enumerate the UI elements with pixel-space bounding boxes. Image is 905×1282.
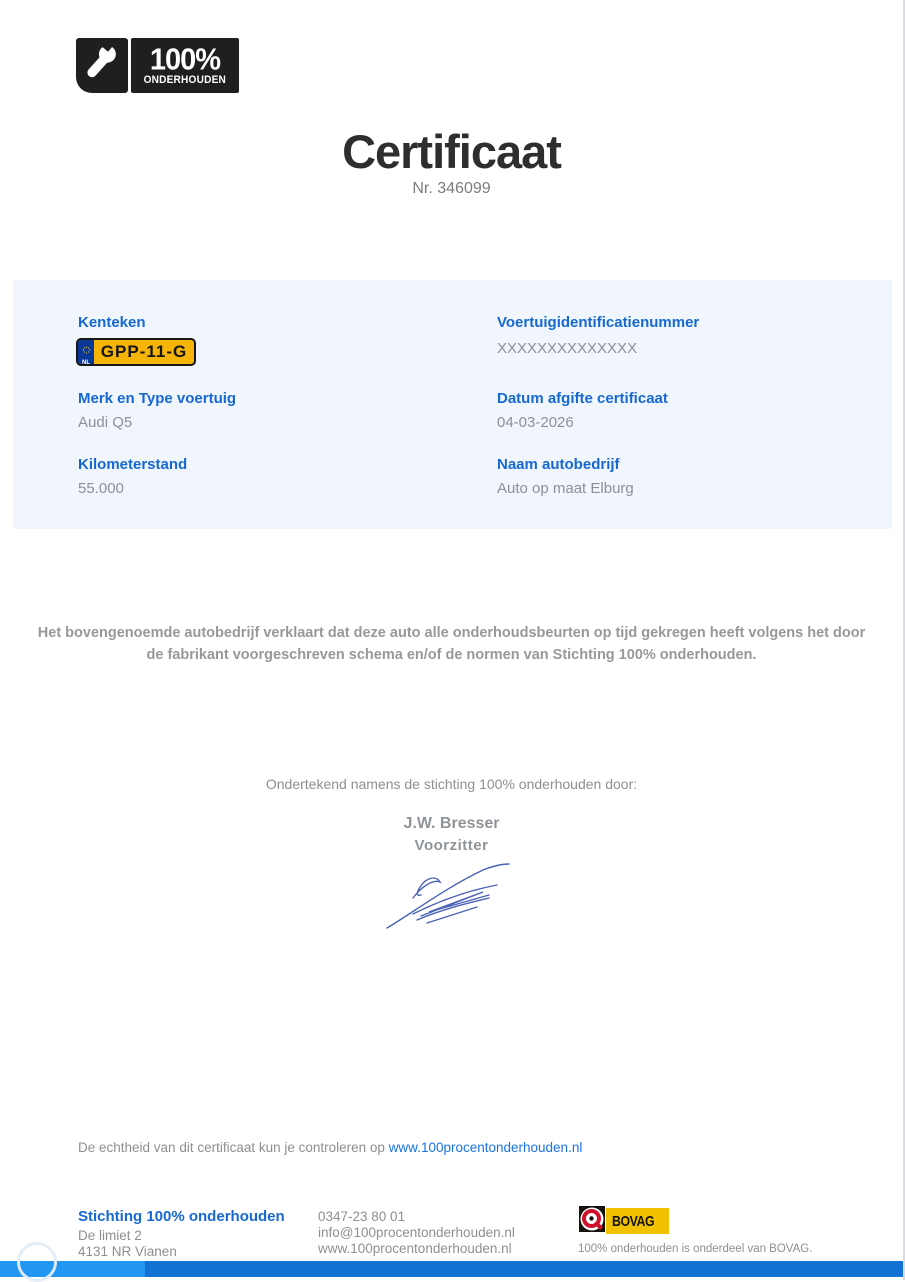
footer-org-name: Stichting 100% onderhouden [78, 1208, 285, 1225]
license-plate [76, 338, 196, 366]
bovag-note: 100% onderhouden is onderdeel van BOVAG. [578, 1243, 813, 1255]
bovag-wordmark: BOVAG [606, 1208, 669, 1234]
plate-country-code: NL [82, 360, 90, 366]
plate-number: GPP-11-G [100, 342, 188, 361]
declaration-text: Het bovengenoemde autobedrijf verklaart dat deze auto alle onderhoudsbeurten op tijd gekregen heeft volgens het door de fabrikant voorgeschreven schema en/of de normen van Stichting 100% onderhouden. [37, 625, 866, 664]
logo-percent-text: 100% [149, 42, 221, 77]
footer-contact [318, 1209, 515, 1257]
signing-intro: Ondertekend namens de stichting 100% onderhouden door: [265, 776, 638, 792]
footer-phone: 0347-23 80 01 [318, 1209, 406, 1224]
footer-website: www.100procentonderhouden.nl [318, 1240, 512, 1256]
autobedrijf-value: Auto op maat Elburg [497, 480, 634, 497]
verification-link[interactable]: www.100procentonderhouden.nl [388, 1140, 583, 1155]
info-panel [13, 280, 892, 529]
bottom-bar [0, 1261, 903, 1277]
decorative-circle [17, 1242, 57, 1282]
verification-line [78, 1140, 582, 1155]
vin-value: XXXXXXXXXXXXXX [497, 340, 638, 357]
bovag-wheel-icon [578, 1205, 606, 1238]
autobedrijf-label: Naam autobedrijf [497, 456, 620, 473]
kenteken-label: Kenteken [78, 314, 146, 331]
page-title: Certificaat [342, 125, 561, 178]
datum-label: Datum afgifte certificaat [497, 390, 668, 407]
kilometerstand-value: 55.000 [78, 480, 124, 497]
vin-label: Voertuigidentificatienummer [497, 314, 700, 331]
logo-brand-text: ONDERHOUDEN [143, 74, 227, 87]
footer-email: info@100procentonderhouden.nl [318, 1224, 515, 1240]
footer-org-address2: 4131 NR Vianen [78, 1243, 177, 1259]
datum-value: 04-03-2026 [497, 414, 574, 431]
logo-text-box [131, 38, 239, 93]
certificate-number: Nr. 346099 [412, 180, 491, 197]
eu-stars-icon [82, 342, 91, 360]
signer-name: J.W. Bresser [403, 815, 500, 832]
plate-eu-band [78, 340, 94, 364]
merk-value: Audi Q5 [78, 414, 133, 431]
footer-org [78, 1208, 285, 1260]
wrench-icon [82, 41, 122, 90]
logo-wrench-box [76, 38, 128, 93]
bovag-logo [578, 1206, 669, 1236]
merk-label: Merk en Type voertuig [78, 390, 237, 407]
signer-role: Voorzitter [414, 837, 489, 854]
footer-org-address1: De limiet 2 [78, 1227, 142, 1243]
logo [76, 38, 239, 93]
kilometerstand-label: Kilometerstand [78, 456, 188, 473]
signature-scribble [383, 862, 517, 935]
verification-text: De echtheid van dit certificaat kun je controleren op [78, 1140, 389, 1155]
